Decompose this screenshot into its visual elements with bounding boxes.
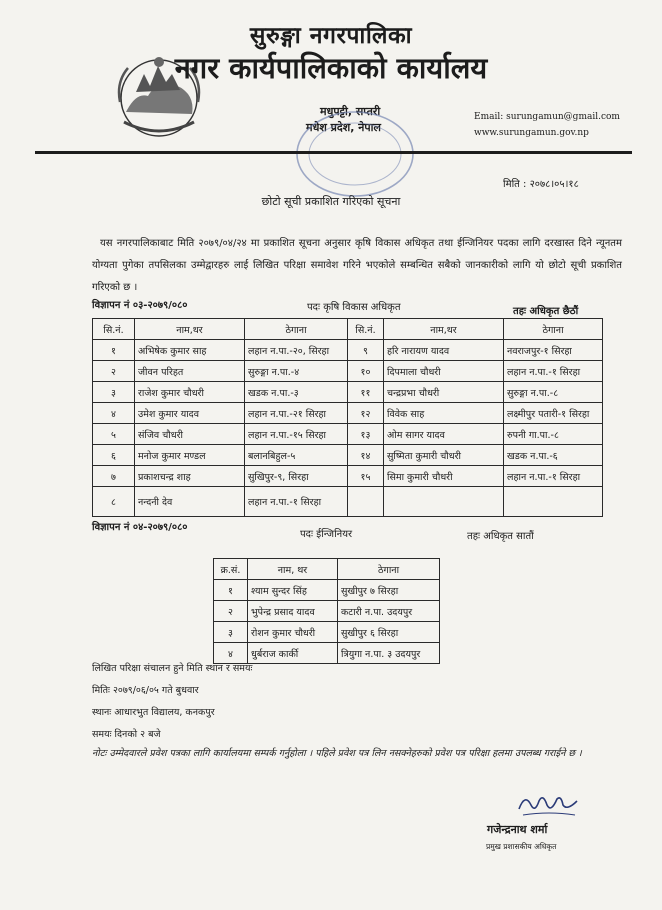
ad2-number: विज्ञापन नं ०४-२०७९/०८० [92, 522, 188, 533]
serial-cell: ६ [93, 445, 135, 466]
table-header-row [214, 559, 440, 580]
address-cell [504, 487, 603, 517]
email-address: Email: surungamun@gmail.com [474, 112, 620, 122]
website-address: www.surungamun.gov.np [474, 128, 589, 138]
name-cell: राजेश कुमार चौधरी [135, 382, 245, 403]
name-cell: संजिव चौधरी [135, 424, 245, 445]
serial-cell: १ [93, 340, 135, 361]
name-cell: अभिषेक कुमार साह [135, 340, 245, 361]
address-cell: सुखीपुर ६ सिरहा [338, 622, 440, 643]
name-cell: दिपमाला चौधरी [384, 361, 504, 382]
exam-time: समयः दिनको २ बजे [92, 729, 161, 740]
address-cell: लक्ष्मीपुर पतारी-१ सिरहा [504, 403, 603, 424]
address-cell: सुरुङ्गा न.पा.-४ [245, 361, 348, 382]
notice-date: मिति : २०७८।०५।१८ [503, 179, 579, 190]
name-cell: प्रकाशचन्द्र शाह [135, 466, 245, 487]
ad1-number: विज्ञापन नं ०३-२०७९/०८० [92, 300, 188, 311]
address-cell: खडक न.पा.-६ [504, 445, 603, 466]
address-cell: रुपनी गा.पा.-८ [504, 424, 603, 445]
notice-title: छोटो सूची प्रकाशित गरिएको सूचना [261, 195, 401, 208]
ad1-post: पदः कृषि विकास अधिकृत [307, 302, 401, 313]
name-cell: मनोज कुमार मण्डल [135, 445, 245, 466]
serial-cell: ११ [348, 382, 384, 403]
office-name: नगर कार्यपालिकाको कार्यालय [174, 51, 488, 85]
table-row [214, 601, 440, 622]
address-cell: लहान न.पा.-२१ सिरहा [245, 403, 348, 424]
name-cell: जीवन परिहत [135, 361, 245, 382]
table-row [93, 424, 603, 445]
table-row [214, 622, 440, 643]
exam-details [92, 658, 252, 746]
serial-cell: १३ [348, 424, 384, 445]
ad2-candidate-table [213, 558, 440, 664]
serial-cell: ३ [214, 622, 248, 643]
address-cell: सुरुङ्गा न.पा.-८ [504, 382, 603, 403]
address-cell: लहान न.पा.-१ सिरहा [504, 361, 603, 382]
address-cell: खडक न.पा.-३ [245, 382, 348, 403]
serial-cell: ९ [348, 340, 384, 361]
column-header: ठेगाना [504, 319, 603, 340]
serial-cell [348, 487, 384, 517]
column-header: सि.नं. [348, 319, 384, 340]
ad1-candidate-table [92, 318, 603, 517]
address-cell: नवराजपुर-१ सिरहा [504, 340, 603, 361]
serial-cell: २ [214, 601, 248, 622]
address-cell: लहान न.पा.-१ सिरहा [504, 466, 603, 487]
column-header: ठेगाना [338, 559, 440, 580]
column-header: नाम,थर [135, 319, 245, 340]
name-cell: चन्द्रप्रभा चौधरी [384, 382, 504, 403]
ad2-level: तहः अधिकृत सातौं [467, 531, 534, 542]
address-cell: त्रियुगा न.पा. ३ उदयपुर [338, 643, 440, 664]
address-cell: कटारी न.पा. उदयपुर [338, 601, 440, 622]
name-cell: भुपेन्द्र प्रसाद यादव [248, 601, 338, 622]
address-cell: लहान न.पा.-१५ सिरहा [245, 424, 348, 445]
column-header: क्र.सं. [214, 559, 248, 580]
note-text: नोटः उम्मेदवारले प्रवेश पत्रका लागि कार्यालयमा सम्पर्क गर्नुहोला । पहिले प्रवेश पत्र लिन नसक्नेहरुको प्रवेश पत्र परिक्षा हलमा उपलब्ध गराईने छ । [92, 748, 582, 759]
ad2-post: पदः ईन्जिनियर [300, 529, 353, 540]
table-row [93, 382, 603, 403]
table-row [93, 445, 603, 466]
address-cell: सुखीपुर ७ सिरहा [338, 580, 440, 601]
name-cell: नन्दनी देव [135, 487, 245, 517]
serial-cell: ४ [214, 643, 248, 664]
serial-cell: ५ [93, 424, 135, 445]
name-cell: उमेश कुमार यादव [135, 403, 245, 424]
municipality-name: सुरुङ्गा नगरपालिका [249, 23, 413, 49]
address-line-1: मधुपट्टी, सप्तरी [320, 105, 381, 118]
table-row [214, 580, 440, 601]
office-stamp-icon [290, 104, 420, 204]
serial-cell: ८ [93, 487, 135, 517]
serial-cell: ३ [93, 382, 135, 403]
table-row [93, 340, 603, 361]
serial-cell: २ [93, 361, 135, 382]
column-header: ठेगाना [245, 319, 348, 340]
serial-cell: १० [348, 361, 384, 382]
name-cell [384, 487, 504, 517]
serial-cell: १२ [348, 403, 384, 424]
serial-cell: १४ [348, 445, 384, 466]
table-row [93, 466, 603, 487]
name-cell: सुष्मिता कुमारी चौधरी [384, 445, 504, 466]
address-cell: लहान न.पा.-२०, सिरहा [245, 340, 348, 361]
name-cell: ओम सागर यादव [384, 424, 504, 445]
address-cell: सुखिपुर-९, सिरहा [245, 466, 348, 487]
serial-cell: १ [214, 580, 248, 601]
exam-heading: लिखित परिक्षा संचालन हुने मिति स्थान र समयः [92, 663, 253, 674]
signature-icon [513, 787, 583, 821]
table-row [93, 403, 603, 424]
column-header: सि.नं. [93, 319, 135, 340]
serial-cell: १५ [348, 466, 384, 487]
name-cell: श्याम सुन्दर सिंह [248, 580, 338, 601]
column-header: नाम, थर [248, 559, 338, 580]
column-header: नाम,थर [384, 319, 504, 340]
exam-date: मितिः २०७९/०६/०५ गते बुधवार [92, 685, 199, 696]
table-header-row [93, 319, 603, 340]
exam-place: स्थानः आधारभुत विद्यालय, कनकपुर [92, 707, 215, 718]
ad1-level: तहः अधिकृत छैठौं [513, 306, 579, 317]
name-cell: हरि नारायण यादव [384, 340, 504, 361]
name-cell: रोशन कुमार चौधरी [248, 622, 338, 643]
name-cell: धुर्बराज कार्की [248, 643, 338, 664]
name-cell: विवेक साह [384, 403, 504, 424]
header-divider [35, 151, 632, 154]
address-cell: बलानबिहुल-५ [245, 445, 348, 466]
address-line-2: मधेश प्रदेश, नेपाल [306, 121, 381, 134]
name-cell: सिमा कुमारी चौधरी [384, 466, 504, 487]
notice-body: यस नगरपालिकाबाट मिति २०७९/०४/२४ मा प्रकाशित सूचना अनुसार कृषि विकास अधिकृत तथा ईन्जिनियर पदका लागि दरखास्त दिने न्यूनतम योग्यता पुगेका तपसिलका उम्मेद्वारहरु लाई लिखित परिक्षा समावेश गरिने भएकोले सम्बन्धित सबैको जानकारीको लागि यो छोटो सूची प्रकाशित गरिएको छ । [92, 238, 622, 293]
address-cell: लहान न.पा.-१ सिरहा [245, 487, 348, 517]
signer-name: गजेन्द्रनाथ शर्मा [487, 823, 548, 836]
signer-title: प्रमुख प्रशासकीय अधिकृत [486, 842, 557, 851]
serial-cell: ४ [93, 403, 135, 424]
table-row [93, 487, 603, 517]
table-row [93, 361, 603, 382]
serial-cell: ७ [93, 466, 135, 487]
